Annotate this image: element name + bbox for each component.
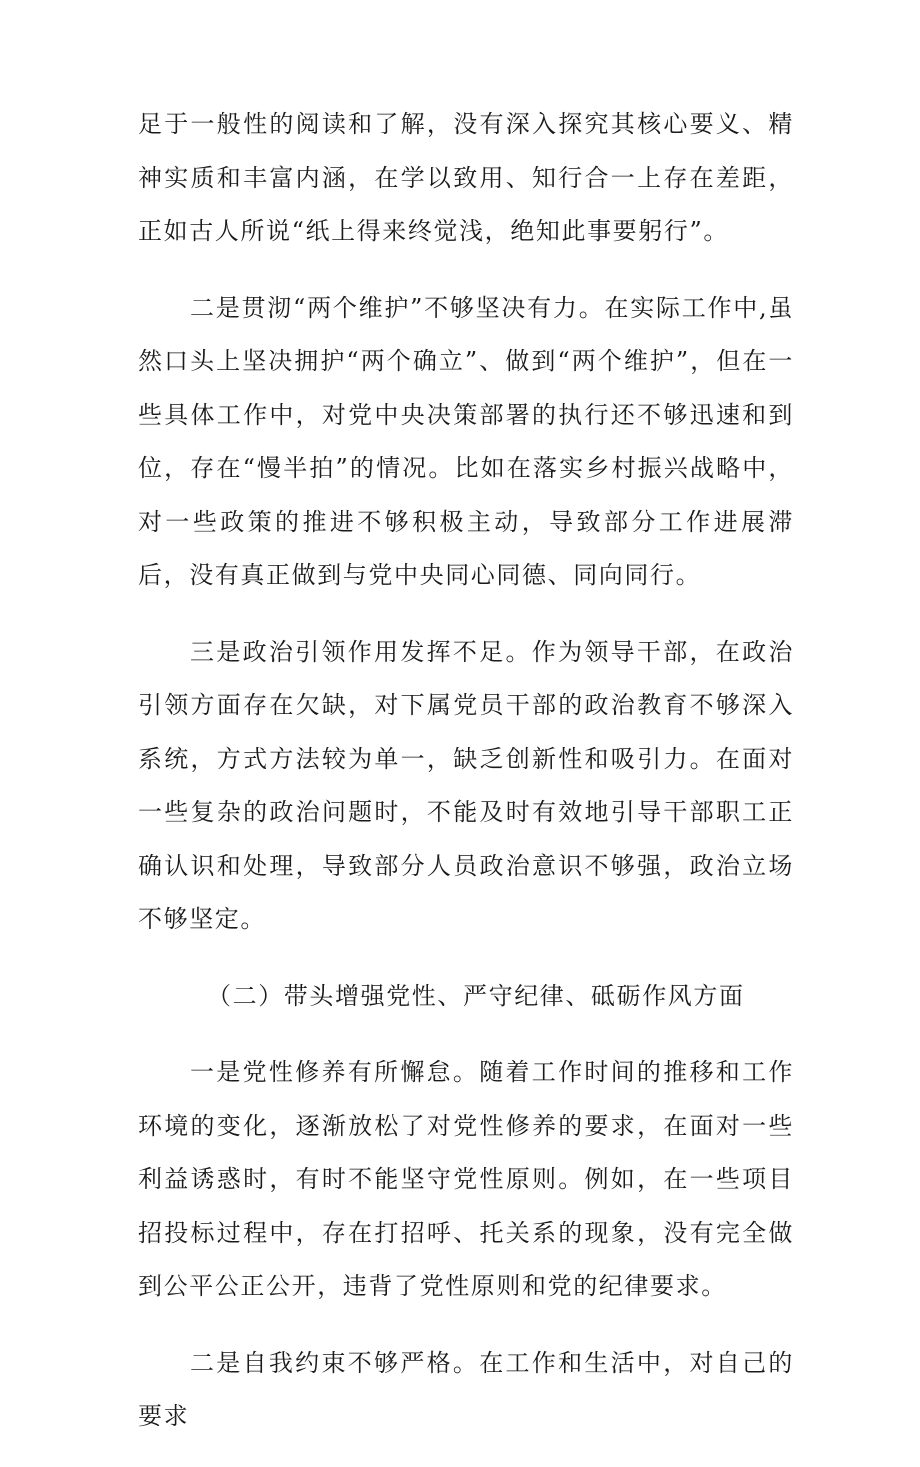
section-heading: （二）带头增强党性、严守纪律、砥砺作风方面 xyxy=(207,981,745,1010)
paragraph-party-spirit: 一是党性修养有所懈怠。随着工作时间的推移和工作环境的变化，逐渐放松了对党性修养的要求，在面对一些利益诱惑时，有时不能坚守党性原则。例如，在一些项目招投标过程中，存在打招呼、托关系的现象，没有完全做到公平公正公开，违背了党性原则和党的纪律要求。 xyxy=(138,1058,794,1300)
paragraph-political-guidance: 三是政治引领作用发挥不足。作为领导干部，在政治引领方面存在欠缺，对下属党员干部的政治教育不够深入系统，方式方法较为单一，缺乏创新性和吸引力。在面对一些复杂的政治问题时，不能及时有效地引导干部职工正确认识和处理，导致部分人员政治意识不够强，政治立场不够坚定。 xyxy=(138,637,794,933)
paragraph-two-maintenance: 二是贯沏“两个维护”不够坚决有力。在实际工作中,虽然口头上坚决拥护“两个确立”、做到“两个维护”，但在一些具体工作中，对党中央决策部署的执行还不够迅速和到位，存在“慢半拍”的情况。比如在落实乡村振兴战略中，对一些政策的推进不够积极主动，导致部分工作进展滞后，没有真正做到与党中央同心同德、同向同行。 xyxy=(138,293,794,589)
document-body xyxy=(138,98,794,1467)
paragraph-self-discipline: 二是自我约束不够严格。在工作和生活中，对自己的要求 xyxy=(138,1348,794,1430)
paragraph-continuation: 足于一般性的阅读和了解，没有深入探究其核心要义、精神实质和丰富内涵，在学以致用、知行合一上存在差距，正如古人所说“纸上得来终觉浅，绝知此事要躬行”。 xyxy=(138,110,794,245)
